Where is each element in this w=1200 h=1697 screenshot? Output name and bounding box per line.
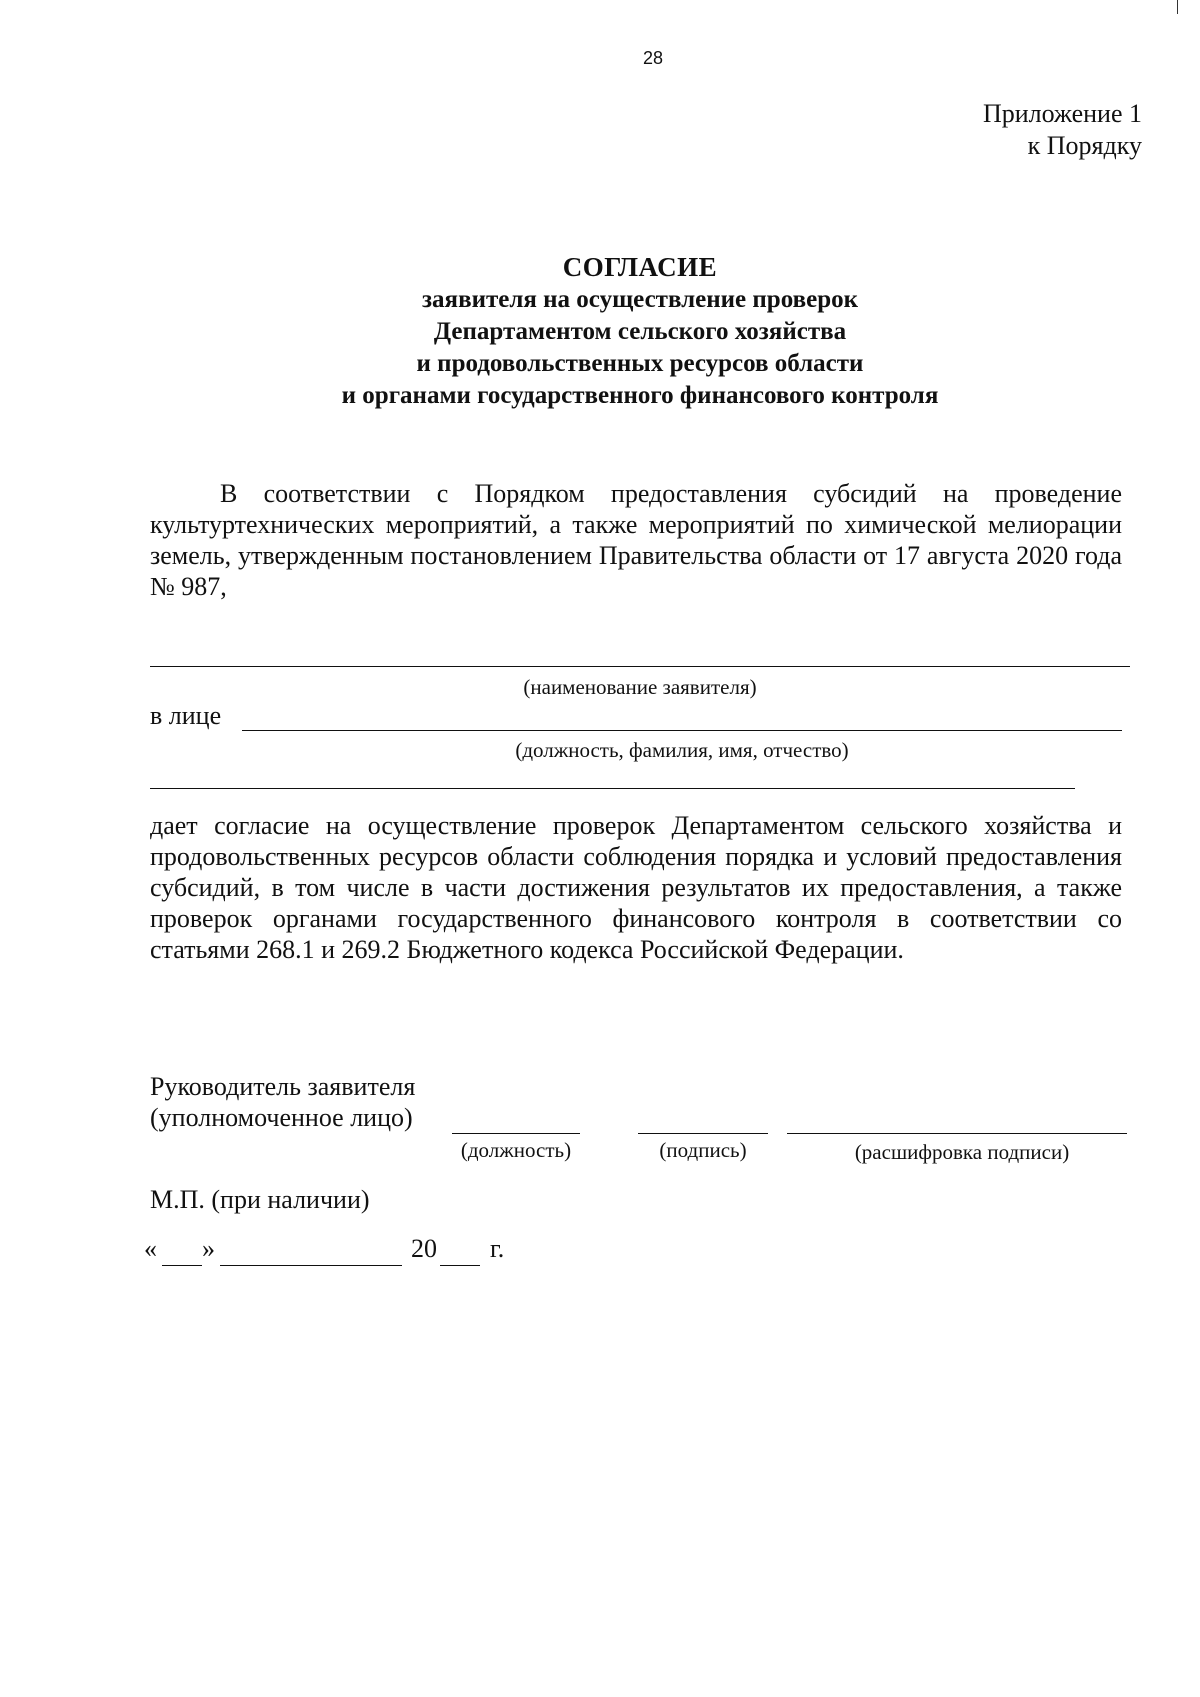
page-number: 28 bbox=[642, 48, 664, 68]
signature-line bbox=[638, 1133, 768, 1134]
consent-paragraph: дает согласие на осуществление проверок Департаментом сельского хозяйства и продовольственных ресурсов области соблюдения порядка и условий предоставления субсидий, в том числе в части достижения результатов их предоставления, а также проверок органами государственного финансового контроля в соответствии со статьями 268.1 и 269.2 Бюджетного кодекса Российской Федерации. bbox=[150, 811, 1122, 964]
stamp-note: М.П. (при наличии) bbox=[150, 1185, 370, 1214]
intro-paragraph: В соответствии с Порядком предоставления субсидий на проведение культуртехнических мероприятий, а также мероприятий по химической мелиорации земель, утвержденным постановлением Правительства области от 17 августа 2020 года № 987, bbox=[150, 479, 1122, 601]
date-month-line bbox=[220, 1265, 402, 1266]
title-sub-line-1: заявителя на осуществление проверок bbox=[422, 286, 858, 313]
position-line bbox=[452, 1133, 580, 1134]
date-day-line bbox=[162, 1265, 202, 1266]
date-year-line bbox=[440, 1265, 480, 1266]
in-person-line bbox=[242, 730, 1122, 731]
signature-head-line-2: (уполномоченное лицо) bbox=[150, 1103, 413, 1132]
date-year-prefix: 20 bbox=[411, 1234, 437, 1263]
title-sub-line-3: и продовольственных ресурсов области bbox=[416, 350, 864, 377]
person-continuation-line bbox=[150, 788, 1075, 789]
applicant-name-caption: (наименование заявителя) bbox=[523, 675, 757, 699]
appendix-line-1: Приложение 1 bbox=[982, 99, 1142, 128]
signature-decoding-caption: (расшифровка подписи) bbox=[854, 1140, 1070, 1164]
signature-decoding-line bbox=[787, 1133, 1127, 1134]
position-caption: (должность) bbox=[460, 1138, 572, 1162]
applicant-name-line bbox=[150, 666, 1130, 667]
appendix-line-2: к Порядку bbox=[1027, 131, 1142, 160]
signature-caption: (подпись) bbox=[659, 1138, 747, 1162]
in-person-label: в лице bbox=[150, 701, 222, 730]
date-close-quote: » bbox=[202, 1234, 215, 1263]
date-year-suffix: г. bbox=[490, 1234, 505, 1263]
title-main: СОГЛАСИЕ bbox=[562, 252, 718, 282]
person-details-caption: (должность, фамилия, имя, отчество) bbox=[515, 738, 849, 762]
title-sub-line-4: и органами государственного финансового контроля bbox=[341, 382, 939, 409]
title-sub-line-2: Департаментом сельского хозяйства bbox=[433, 318, 847, 345]
document-title bbox=[150, 250, 1130, 412]
appendix-reference bbox=[983, 98, 1142, 162]
signature-head-line-1: Руководитель заявителя bbox=[150, 1072, 416, 1101]
scan-edge-mark bbox=[1177, 0, 1178, 14]
date-open-quote: « bbox=[144, 1234, 157, 1263]
